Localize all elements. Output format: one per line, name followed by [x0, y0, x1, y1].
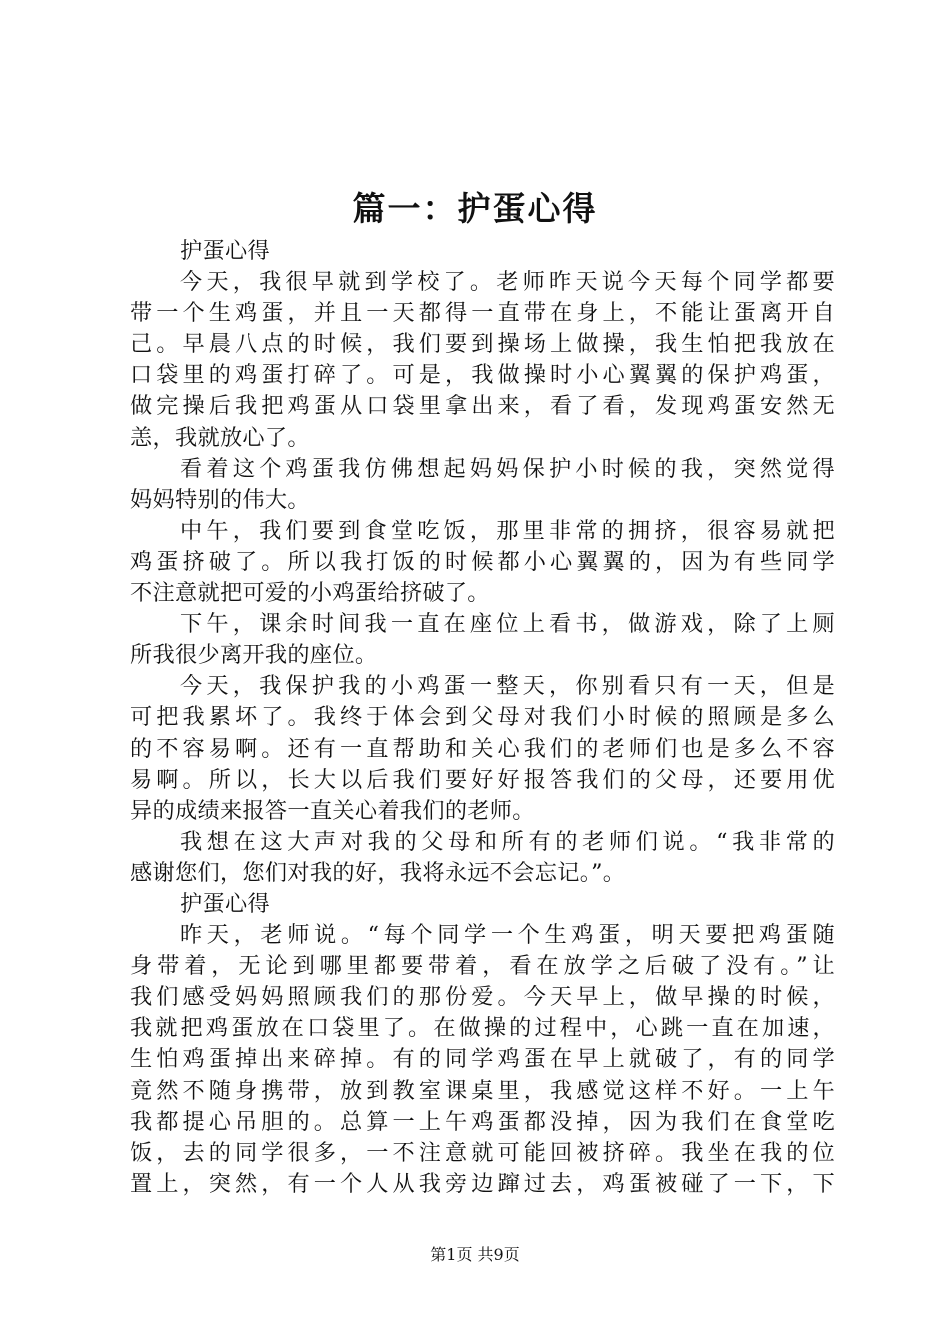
text-line: 恙，我就放心了。	[130, 424, 310, 451]
text-line: 可把我累坏了。我终于体会到父母对我们小时候的照顾是多么	[130, 704, 835, 731]
document-title: 篇一：护蛋心得	[352, 189, 598, 228]
text-line: 带一个生鸡蛋，并且一天都得一直带在身上，不能让蛋离开自	[130, 300, 835, 327]
document-body	[130, 236, 835, 1200]
text-line: 的不容易啊。还有一直帮助和关心我们的老师们也是多么不容	[130, 735, 835, 762]
page-footer: 第1页 共9页	[430, 1245, 520, 1264]
text-line: 下午，课余时间我一直在座位上看书，做游戏，除了上厕	[180, 611, 835, 638]
text-line: 鸡蛋挤破了。所以我打饭的时候都小心翼翼的，因为有些同学	[130, 548, 835, 575]
text-line: 竟然不随身携带，放到教室课桌里，我感觉这样不好。一上午	[130, 1077, 835, 1104]
text-line: 身带着，无论到哪里都要带着，看在放学之后破了没有。”让	[130, 953, 835, 980]
text-line: 易啊。所以，长大以后我们要好好报答我们的父母，还要用优	[130, 766, 835, 793]
text-line: 所我很少离开我的座位。	[130, 642, 378, 669]
text-line: 口袋里的鸡蛋打碎了。可是，我做操时小心翼翼的保护鸡蛋，	[130, 362, 835, 389]
text-line: 生怕鸡蛋掉出来碎掉。有的同学鸡蛋在早上就破了，有的同学	[130, 1046, 835, 1073]
text-line: 今天，我保护我的小鸡蛋一整天，你别看只有一天，但是	[180, 673, 835, 700]
text-line: 不注意就把可爱的小鸡蛋给挤破了。	[130, 580, 490, 607]
text-line: 今天，我很早就到学校了。老师昨天说今天每个同学都要	[180, 269, 835, 296]
text-line: 昨天，老师说。“每个同学一个生鸡蛋，明天要把鸡蛋随	[180, 922, 835, 949]
text-line: 做完操后我把鸡蛋从口袋里拿出来，看了看，发现鸡蛋安然无	[130, 393, 835, 420]
text-line: 妈妈特别的伟大。	[130, 486, 310, 513]
text-line: 置上，突然，有一个人从我旁边蹿过去，鸡蛋被碰了一下，下	[130, 1170, 835, 1197]
text-line: 饭，去的同学很多，一不注意就可能回被挤碎。我坐在我的位	[130, 1139, 835, 1166]
text-line: 我都提心吊胆的。总算一上午鸡蛋都没掉，因为我们在食堂吃	[130, 1108, 835, 1135]
text-line: 我想在这大声对我的父母和所有的老师们说。“我非常的	[180, 828, 835, 855]
text-line: 己。早晨八点的时候，我们要到操场上做操，我生怕把我放在	[130, 331, 835, 358]
text-line: 我们感受妈妈照顾我们的那份爱。今天早上，做早操的时候，	[130, 984, 835, 1011]
text-line: 护蛋心得	[180, 238, 270, 264]
text-line: 我就把鸡蛋放在口袋里了。在做操的过程中，心跳一直在加速，	[130, 1015, 835, 1042]
text-line: 异的成绩来报答一直关心着我们的老师。	[130, 797, 535, 824]
text-line: 感谢您们，您们对我的好，我将永远不会忘记。”。	[130, 859, 626, 886]
text-line: 护蛋心得	[180, 890, 270, 917]
text-line: 中午，我们要到食堂吃饭，那里非常的拥挤，很容易就把	[180, 517, 835, 544]
text-line: 看着这个鸡蛋我仿佛想起妈妈保护小时候的我，突然觉得	[180, 455, 835, 482]
